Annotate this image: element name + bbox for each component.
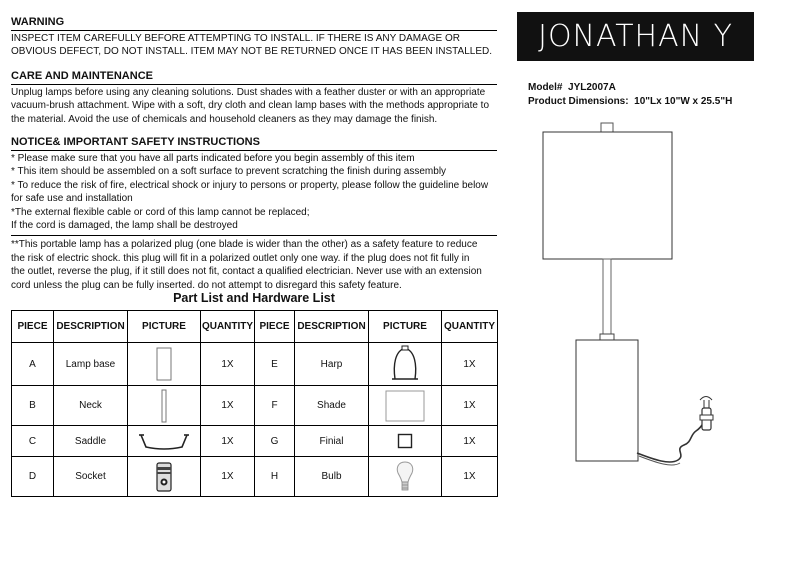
warning-title: WARNING: [11, 16, 65, 28]
description-cell: Bulb: [295, 457, 369, 497]
model-spec: [528, 82, 616, 93]
warning-line: INSPECT ITEM CAREFULLY BEFORE ATTEMPTING TO INSTALL. IF THERE IS ANY DAMAGE OR: [11, 33, 460, 44]
table-row: [12, 343, 498, 386]
header-piece: PIECE: [12, 311, 54, 343]
notice-line: If the cord is damaged, the lamp shall be destroyed: [11, 220, 238, 232]
lamp-illustration-icon: [520, 115, 730, 475]
neck-icon: [159, 389, 169, 423]
plug-line: **This portable lamp has a polarized plug (one blade is wider than the other) as a safety feature to reduce: [11, 239, 478, 251]
warning-text: [11, 32, 497, 59]
description-cell: Harp: [295, 343, 369, 386]
model-value: JYL2007A: [568, 82, 616, 93]
care-line: the material. Avoid the use of chemicals and household cleaners as they may damage the finish.: [11, 113, 438, 125]
care-text: [11, 86, 497, 126]
notice-rule: [11, 150, 497, 151]
plug-text: [11, 238, 497, 292]
description-cell: Socket: [54, 457, 128, 497]
parts-title: Part List and Hardware List: [173, 291, 335, 305]
piece-cell: G: [255, 426, 295, 457]
quantity-cell: 1X: [201, 343, 255, 386]
header-piece: PIECE: [255, 311, 295, 343]
picture-cell: [369, 386, 442, 426]
piece-cell: A: [12, 343, 54, 386]
notice-line: for safe use and installation: [11, 193, 133, 205]
picture-cell: [128, 457, 201, 497]
model-label: Model#: [528, 82, 563, 93]
notice-line: * To reduce the risk of fire, electrical shock or injury to persons or property, please follow the guideline below: [11, 179, 489, 191]
plug-line: the risk of electric shock. this plug will fit in a polarized outlet only one way. if the plug does not fit fully in: [11, 252, 470, 264]
plug-line: the outlet, reverse the plug, if it still does not fit, contact a qualified electrician. Never use with an extension: [11, 266, 482, 278]
quantity-cell: 1X: [442, 386, 498, 426]
notice-line: *The external flexible cable or cord of this lamp cannot be replaced;: [11, 206, 310, 218]
quantity-cell: 1X: [442, 457, 498, 497]
picture-cell: [369, 426, 442, 457]
notice-text: [11, 152, 497, 232]
dimensions-value: 10"Lx 10"W x 25.5"H: [634, 96, 733, 107]
picture-cell: [128, 343, 201, 386]
care-section: [11, 70, 497, 126]
piece-cell: H: [255, 457, 295, 497]
piece-cell: E: [255, 343, 295, 386]
header-picture: PICTURE: [369, 311, 442, 343]
table-header-row: [12, 311, 498, 343]
description-cell: Lamp base: [54, 343, 128, 386]
dimensions-label: Product Dimensions:: [528, 96, 629, 107]
header-quantity: QUANTITY: [442, 311, 498, 343]
notice-line: * This item should be assembled on a soft surface to prevent scratching the finish during assembly: [11, 166, 447, 178]
warning-rule: [11, 30, 497, 31]
description-cell: Shade: [295, 386, 369, 426]
description-cell: Saddle: [54, 426, 128, 457]
care-line: Unplug lamps before using any cleaning solutions. Dust shades with a feather duster or with an appropriate: [11, 87, 486, 98]
plug-line: cord unless the plug can be fully inserted. do not attempt to disregard this safety feature.: [11, 279, 402, 291]
shade-icon: [385, 390, 425, 422]
notice-title: NOTICE& IMPORTANT SAFETY INSTRUCTIONS: [11, 136, 260, 148]
table-row: [12, 426, 498, 457]
picture-cell: [128, 426, 201, 457]
warning-line: OBVIOUS DEFECT, DO NOT INSTALL. ITEM MAY NOT BE RETURNED ONCE IT HAS BEEN INSTALLED.: [11, 46, 493, 58]
care-title: CARE AND MAINTENANCE: [11, 70, 153, 82]
quantity-cell: 1X: [442, 343, 498, 386]
header-description: DESCRIPTION: [54, 311, 128, 343]
description-cell: Finial: [295, 426, 369, 457]
piece-cell: F: [255, 386, 295, 426]
quantity-cell: 1X: [201, 386, 255, 426]
piece-cell: C: [12, 426, 54, 457]
lamp-base-icon: [154, 346, 174, 382]
socket-icon: [155, 461, 173, 493]
parts-table: [11, 310, 498, 497]
warning-section: [11, 16, 497, 59]
quantity-cell: 1X: [201, 457, 255, 497]
notice-rule-2: [11, 235, 497, 236]
picture-cell: [369, 343, 442, 386]
brand-logo: JONATHAN Y: [517, 12, 754, 61]
notice-line: * Please make sure that you have all parts indicated before you begin assembly of this item: [11, 153, 415, 164]
piece-cell: B: [12, 386, 54, 426]
description-cell: Neck: [54, 386, 128, 426]
picture-cell: [128, 386, 201, 426]
quantity-cell: 1X: [201, 426, 255, 457]
piece-cell: D: [12, 457, 54, 497]
finial-icon: [397, 433, 413, 449]
bulb-icon: [395, 460, 415, 494]
quantity-cell: 1X: [442, 426, 498, 457]
harp-icon: [389, 345, 421, 383]
header-picture: PICTURE: [128, 311, 201, 343]
dimensions-spec: [528, 96, 732, 107]
care-line: vacuum-brush attachment. Wipe with a soft, dry cloth and clean lamp bases with the methods appropriate to: [11, 100, 490, 112]
header-description: DESCRIPTION: [295, 311, 369, 343]
table-row: [12, 457, 498, 497]
care-rule: [11, 84, 497, 85]
notice-section: [11, 136, 497, 292]
picture-cell: [369, 457, 442, 497]
saddle-icon: [138, 429, 190, 453]
header-quantity: QUANTITY: [201, 311, 255, 343]
table-row: [12, 386, 498, 426]
